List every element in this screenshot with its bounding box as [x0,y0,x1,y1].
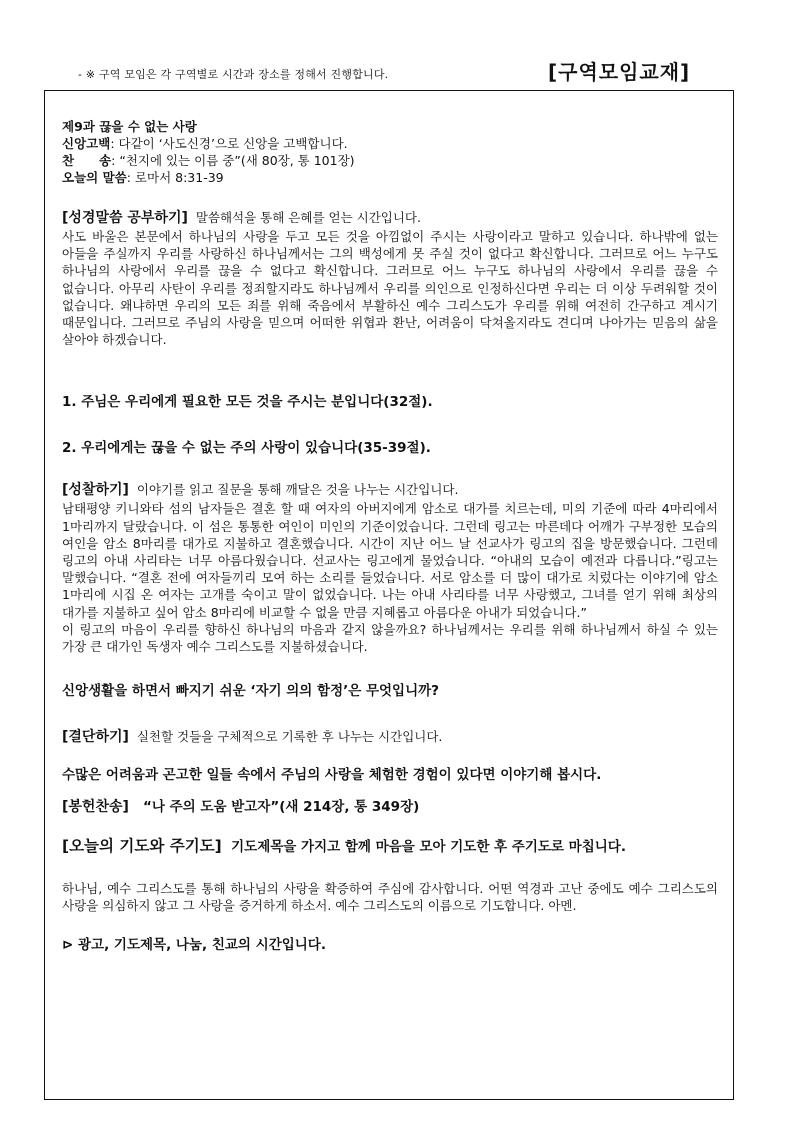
confession-label: 신앙고백 [62,136,111,151]
bible-study-heading [62,208,718,228]
reflection-application: 이 링고의 마음이 우리를 향하신 하나님의 마음과 같지 않을까요? 하나님께서는 우리를 위해 하나님께서 하실 수 있는 가장 큰 대가인 독생자 예수 그리스도를 지불하셨습니다. [62,621,718,655]
decision-tag: [결단하기] [62,729,129,746]
confession-line [62,135,718,152]
scripture-line [62,169,718,186]
point-1: 1. 주님은 우리에게 필요한 모든 것을 주시는 분입니다(32절). [62,394,433,411]
point-2: 2. 우리에게는 끊을 수 없는 주의 사랑이 있습니다(35-39절). [62,440,431,457]
confession-text: : 다같이 ‘사도신경’으로 신앙을 고백합니다. [110,136,348,151]
bible-study-desc: 말씀해석을 통해 은혜를 얻는 시간입니다. [195,210,421,225]
reflection-story: 남태평양 키니와타 섬의 남자들은 결혼 할 때 여자의 아버지에게 암소로 대가를 치르는데, 미의 기준에 따라 4마리에서 1마리까지 달랐습니다. 이 섬은 통통한 여인이 미인의 기준이었습니다. 그런데 링고는 마른데다 어깨가 구부정한 모습의 여인을 암소 8마리를 대가로 지불하고 결혼했습니다. 시간이 지난 어느 날 선교사가 링고의 집을 방문했습니다. 그런데 링고의 아내 사리타는 너무 아름다웠습니다. 선교사는 링고에게 물었습니다. “아내의 모습이 예전과 다릅니다.”링고는 말했습니다. “결혼 전에 여자들끼리 모여 하는 소리를 들었습니다. 서로 암소를 더 많이 대가로 치렀다는 이야기에 암소 1마리에 시집 온 여자는 고개를 숙이고 말이 없었습니다. 나는 아내 사리타를 너무 사랑했고, 그녀를 얻기 위해 최상의 대가를 지불하고 싶어 암소 8마리에 비교할 수 없을 만큼 지혜롭고 아름다운 아내가 되었습니다.” [62,501,718,620]
bible-study-tag: [성경말씀 공부하기] [62,210,188,226]
hymn-text: : “천지에 있는 이름 중”(새 80장, 통 101장) [111,153,355,168]
scripture-label: 오늘의 말씀 [62,170,127,185]
lesson-title: 제9과 끊을 수 없는 사랑 [62,119,197,134]
prayer-body: 하나님, 예수 그리스도를 통해 하나님의 사랑을 확증하여 주심에 감사합니다. 어떤 역경과 고난 중에도 예수 그리스도의 사랑을 의심하지 않고 그 사랑을 증거하게 하소서. 예수 그리스도의 이름으로 기도합니다. 아멘. [62,881,718,914]
lesson-content [62,118,718,953]
document-title: [구역모임교재] [548,60,691,84]
offering-hymn-tag: [봉헌찬송] [62,799,129,816]
decision-desc: 실천할 것들을 구체적으로 기록한 후 나누는 시간입니다. [136,729,443,745]
prayer-tag: [오늘의 기도와 주기도] [62,837,222,856]
bible-study-body: 사도 바울은 본문에서 하나님의 사랑을 두고 모든 것을 아낌없이 주시는 사랑이라고 말하고 있습니다. 하나밖에 없는 아들을 주실까지 우리를 사랑하신 하나님께서는 그의 백성에게 못 주실 것이 없다고 확신합니다. 그러므로 어느 누구도 하나님의 사랑에서 우리를 끊을 수 없다고 확신합니다. 그러므로 어느 누구도 하나님의 사랑에서 우리를 끊을 수 없습니다. 아무리 사탄이 우리를 정죄할지라도 하나님께서 우리를 의인으로 인정하신다면 우리는 더 이상 두려워할 것이 없습니다. 왜냐하면 우리의 모든 죄를 위해 죽음에서 부활하신 예수 그리스도가 우리를 위해 여전히 간구하고 계시기 때문입니다. 그러므로 주님의 사랑을 믿으며 어떠한 위협과 환난, 어려움이 닥쳐올지라도 견디며 나아가는 믿음의 삶을 살아야 하겠습니다. [62,229,718,348]
scripture-text: : 로마서 8:31-39 [126,170,224,185]
header-note: - ※ 구역 모임은 각 구역별로 시간과 장소를 정해서 진행합니다. [78,68,389,81]
offering-hymn-text: “나 주의 도움 받고자”(새 214장, 통 349장) [143,799,420,816]
hymn-label: 찬 송 [62,153,112,168]
prayer-desc: 기도제목을 가지고 함께 마음을 모아 기도한 후 주기도로 마칩니다. [231,839,626,856]
offering-hymn-line [62,795,718,816]
reflection-heading [62,480,718,500]
hymn-line [62,152,718,169]
decision-question: 수많은 어려움과 곤고한 일들 속에서 주님의 사랑을 체험한 경험이 있다면 이야기해 봅시다. [62,767,602,784]
closing-note: ⊳ 광고, 기도제목, 나눔, 친교의 시간입니다. [62,936,326,953]
reflection-question: 신앙생활을 하면서 빠지기 쉬운 ‘자기 의의 함정’은 무엇입니까? [62,683,440,700]
reflection-desc: 이야기를 읽고 질문을 통해 깨달은 것을 나누는 시간입니다. [136,482,459,498]
prayer-heading [62,834,718,856]
reflection-tag: [성찰하기] [62,482,129,499]
decision-heading [62,727,718,747]
